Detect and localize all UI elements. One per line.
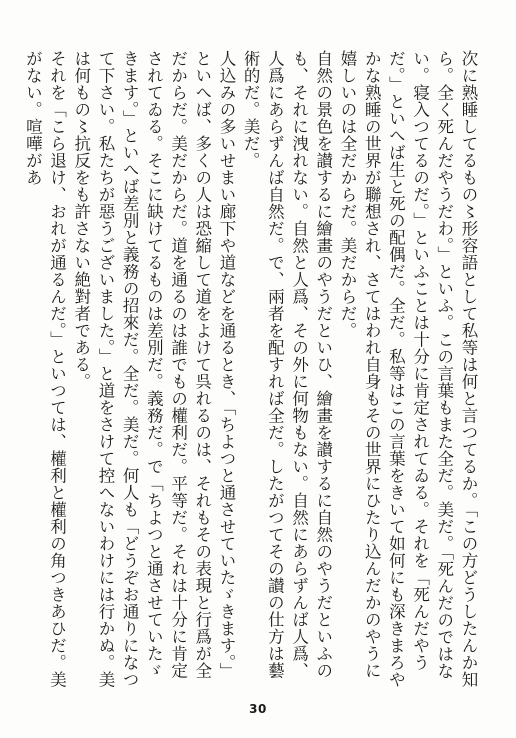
page-number: 30 xyxy=(249,702,267,716)
paragraph-3: 人込みの多いせまい廊下や道などを通るとき、「ちよつと通させていたゞきます。」といへば、多くの人は恐縮して道をよけて呉れるのは、それもその表現と行爲が全だからだ。美だからだ。道を通るのは誰でもの權利だ。平等だ。それは十分に肯定されてゐる。そこに缺けてるものは差別だ。義務だ。で「ちよつと通させていたゞきます。」といへば差別と義務の招來だ。全だ。美だ。何人も「どうぞお通りになつて下さい。私たちが惡うございました。」と道をさけて控へないわけには行かぬ。美は何もの〻抗反をも許さない絶對者である。 xyxy=(71,50,236,688)
paragraph-1: 次に熟睡してるもの〻形容語として私等は何と言つてるか。「この方どうしたんか知ら。全く死んだやうだわ。」といふ。この言葉もまた全だ。美だ。「死んだのではない。寝入つてるのだ。」といふことは十分に肯定されてゐる。それを「死んだやうだ。」といへば生と死の配偶だ。全だ。私等はこの言葉をきいて如何にも深きまろやかな熟睡の世界が聯想され、さてはわれ自身もその世界にひたり込んだかのやうに嬉しいのは全だからだ。美だからだ。 xyxy=(337,50,478,688)
paragraph-4: それを「こら退け、おれが通るんだ。」といつては、權利と權利の角つきあひだ。美がない。喧嘩があ xyxy=(23,50,67,688)
body-text xyxy=(23,50,480,690)
paragraph-2: 自然の景色を讃するに繪畫のやうだといひ、繪畫を讃するに自然のやうだといふのも、それに洩れない。自然と人爲、その外に何物もない。自然にあらずんば人爲、人爲にあらずんば自然だ。で、兩者を配すれば全だ。したがつてその讃の仕方は藝術的だ。美だ。 xyxy=(241,50,333,679)
